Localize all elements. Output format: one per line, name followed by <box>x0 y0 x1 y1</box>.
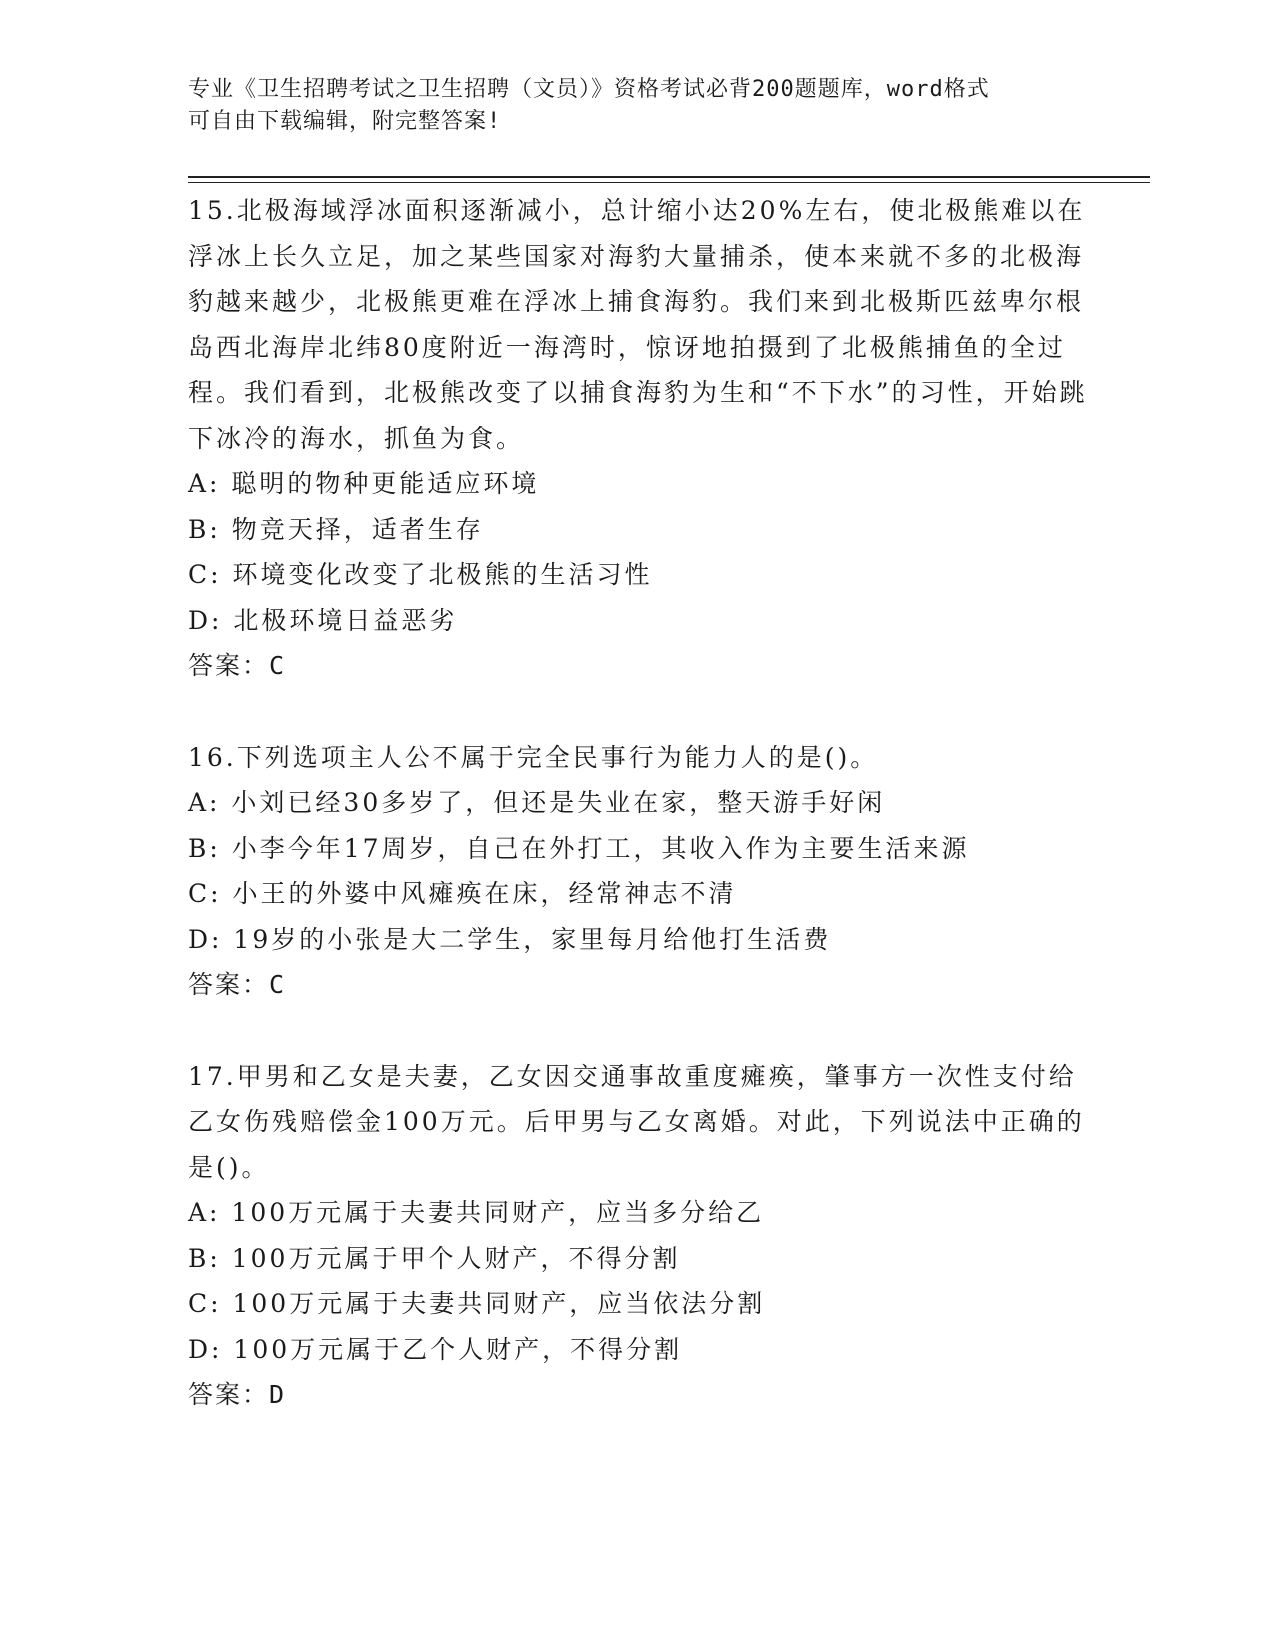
option-d: D: 北极环境日益恶劣 <box>188 605 458 635</box>
option-b: B: 物竞天择，适者生存 <box>188 514 484 544</box>
option-a: A: 聪明的物种更能适应环境 <box>188 469 540 498</box>
answer-line: 答案：D <box>188 1380 287 1409</box>
document-header <box>188 74 1068 138</box>
option-d: D: 100万元属于乙个人财产，不得分割 <box>188 1334 683 1364</box>
question-17 <box>188 1054 1088 1418</box>
option-b: B: 100万元属于甲个人财产，不得分割 <box>188 1243 681 1273</box>
option-c: C: 环境变化改变了北极熊的生活习性 <box>188 560 653 589</box>
option-d: D: 19岁的小张是大二学生，家里每月给他打生活费 <box>188 924 832 954</box>
question-spacer <box>188 1008 1088 1054</box>
header-line-1: 专业《卫生招聘考试之卫生招聘（文员）》资格考试必背200题题库，word格式 <box>188 77 990 102</box>
question-stem: 15.北极海域浮冰面积逐渐减小，总计缩小达20%左右，使北极熊难以在浮冰上长久立足，加之某些国家对海豹大量捕杀，使本来就不多的北极海豹越来越少，北极熊更难在浮冰上捕食海豹。我们来到北极斯匹兹卑尔根岛西北海岸北纬80度附近一海湾时，惊讶地拍摄到了北极熊捕鱼的全过程。我们看到，北极熊改变了以捕食海豹为生和“不下水”的习性，开始跳下冰冷的海水，抓鱼为食。 <box>188 196 1088 453</box>
question-stem: 17.甲男和乙女是夫妻，乙女因交通事故重度瘫痪，肇事方一次性支付给乙女伤残赔偿金100万元。后甲男与乙女离婚。对此，下列说法中正确的是()。 <box>188 1061 1085 1182</box>
option-a: A: 小刘已经30多岁了，但还是失业在家，整天游手好闲 <box>188 788 886 817</box>
question-stem: 16.下列选项主人公不属于完全民事行为能力人的是()。 <box>188 742 879 772</box>
header-divider-thin <box>188 182 1150 183</box>
question-spacer <box>188 689 1088 735</box>
answer-line: 答案：C <box>188 651 287 680</box>
question-15 <box>188 188 1088 689</box>
option-a: A: 100万元属于夫妻共同财产，应当多分给乙 <box>188 1198 765 1227</box>
header-divider-thick <box>188 176 1150 178</box>
header-line-2: 可自由下载编辑，附完整答案! <box>188 109 502 134</box>
question-16 <box>188 735 1088 1008</box>
option-b: B: 小李今年17周岁，自己在外打工，其收入作为主要生活来源 <box>188 833 970 863</box>
answer-line: 答案：C <box>188 970 287 999</box>
option-c: C: 小王的外婆中风瘫痪在床，经常神志不清 <box>188 879 737 908</box>
option-c: C: 100万元属于夫妻共同财产，应当依法分割 <box>188 1289 766 1318</box>
question-list <box>188 188 1088 1418</box>
